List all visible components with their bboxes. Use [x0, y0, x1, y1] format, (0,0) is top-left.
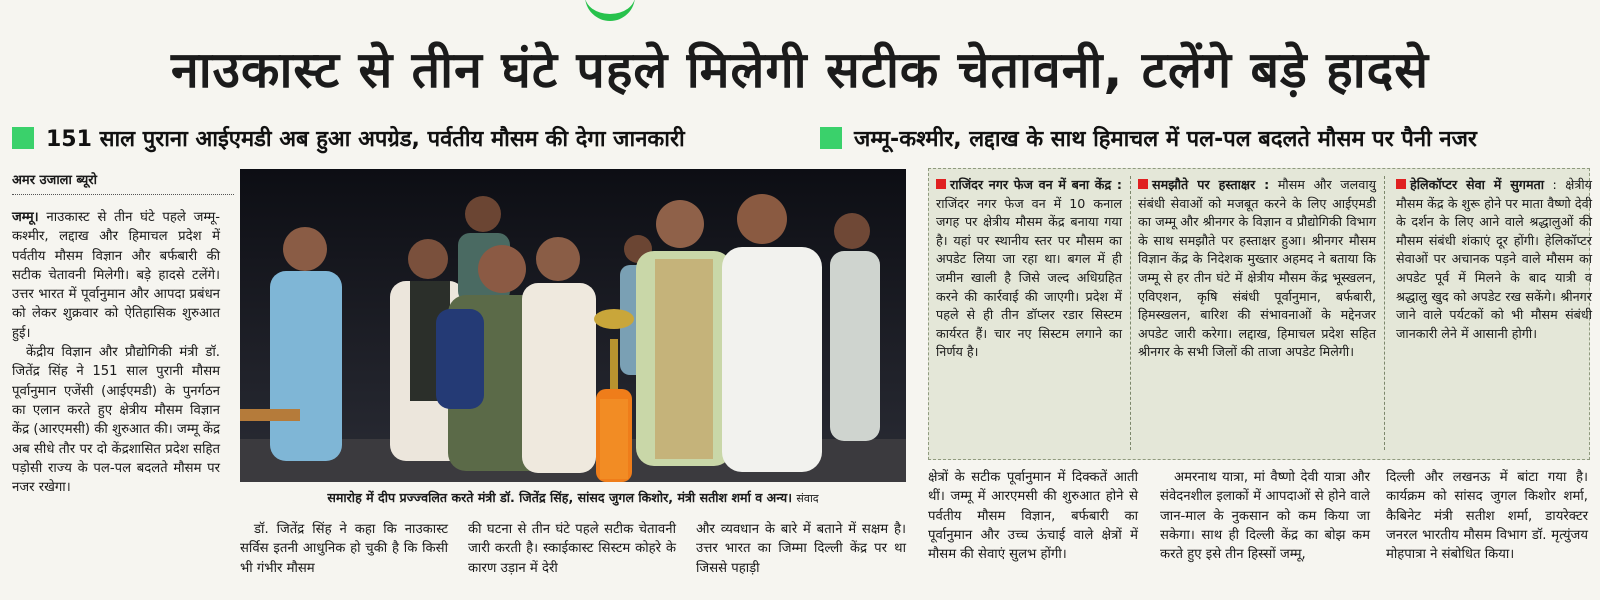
below-photo-column-1: [240, 520, 448, 578]
article-paragraph: की घटना से तीन घंटे पहले सटीक चेतावनी जारी करती है। स्काईकास्ट सिस्टम कोहरे के कारण उड़ान में देरी: [468, 522, 676, 576]
article-paragraph: दिल्ली और लखनऊ में बांटा गया है। कार्यक्रम को सांसद जुगल किशोर शर्मा, कैबिनेट मंत्री सतीश शर्मा, डायरेक्टर जनरल भारतीय मौसम विभाग डॉ. मृत्युंजय मोहपात्रा ने संबोधित किया।: [1386, 470, 1588, 563]
article-column-1: [12, 208, 220, 497]
article-paragraph: और व्यवधान के बारे में बताने में सक्षम है। उत्तर भारत का जिम्मा दिल्ली केंद्र पर था जिससे पहाड़ी: [696, 522, 906, 576]
article-paragraph: अमरनाथ यात्रा, मां वैष्णो देवी यात्रा और संवेदनशील इलाकों में आपदाओं से होने वाले जान-माल के नुकसान को कम किया जा सकेगा। साथ ही दिल्ली केंद्र का बोझ कम करते हुए इसे तीन हिस्सों जम्मू,: [1160, 470, 1370, 563]
box-divider: [1130, 176, 1131, 450]
red-bullet-icon: [1138, 179, 1148, 189]
box-body: : क्षेत्रीय मौसम केंद्र के शुरू होने पर माता वैष्णो देवी के दर्शन के लिए आने वाले श्रद्धालुओं की मौसम संबंधी शंकाएं दूर होंगी। हेलिकॉप्टर सेवाओं पर अचानक पड़ने वाले मौसम का अपडेट पूर्व में मिलने के बाद यात्री व श्रद्धालु खुद को अपडेट रख सकेंगे। श्रीनगर जाने वाले पर्यटकों को भी मौसम संबंधी जानकारी लेने में आसानी होगी।: [1396, 177, 1592, 341]
box-body: मौसम और जलवायु संबंधी सेवाओं को मजबूत करने के लिए आईएमडी का जम्मू और श्रीनगर के विज्ञान व प्रौद्योगिकी विभाग के साथ समझौते पर हस्ताक्षर हुआ। श्रीनगर मौसम विज्ञान केंद्र के निदेशक मुख्तार अहमद ने बताया कि जम्मू से हर तीन घंटे में क्षेत्रीय मौसम केंद्र भूस्खलन, एविएशन, कृषि संबंधी पूर्वानुमान, बर्फबारी, हिमस्खलन, बारिश की संभावनाओं के मद्देनजर अपडेट जारी करेगा। लद्दाख, हिमाचल प्रदेश सहित श्रीनगर के सभी जिलों की ताजा अपडेट मिलेगी।: [1138, 177, 1376, 360]
caption-text: समारोह में दीप प्रज्ज्वलित करते मंत्री डॉ. जितेंद्र सिंह, सांसद जुगल किशोर, मंत्री सतीश शर्मा व अन्य।: [327, 490, 793, 505]
green-square-icon: [820, 127, 842, 149]
lower-column-3: [1386, 468, 1588, 564]
green-square-icon: [12, 127, 34, 149]
photo-caption: [240, 489, 906, 506]
byline: अमर उजाला ब्यूरो: [12, 170, 234, 195]
box-heading: समझौते पर हस्ताक्षर :: [1152, 177, 1270, 192]
subhead-left-text: 151 साल पुराना आईएमडी अब हुआ अपग्रेड, पर्वतीय मौसम की देगा जानकारी: [46, 127, 685, 152]
red-bullet-icon: [1396, 179, 1406, 189]
box-body: राजिंदर नगर फेज वन में 10 कनाल जगह पर क्षेत्रीय मौसम केंद्र बनाया गया है। यहां पर स्थानीय स्तर पर मौसम का अपडेट लिया जा रहा था। बगल में ही जमीन खाली है जिसे जल्द अधिग्रहित करने की कार्रवाई की जाएगी। प्रदेश में पहले से ही तीन डॉप्लर रडार सिस्टम कार्यरत हैं। चार नए सिस्टम लगाने का निर्णय है।: [936, 195, 1122, 360]
box-heading: राजिंदर नगर फेज वन में बना केंद्र :: [950, 177, 1122, 192]
below-photo-column-3: [696, 520, 906, 578]
subhead-right: [820, 123, 1477, 153]
decorative-green-arc: [585, 0, 635, 21]
box-column-3: [1396, 176, 1592, 343]
below-photo-column-2: [468, 520, 676, 578]
headline: नाउकास्ट से तीन घंटे पहले मिलेगी सटीक चेतावनी, टलेंगे बड़े हादसे: [170, 41, 1430, 99]
lower-column-2: [1160, 468, 1370, 564]
subhead-right-text: जम्मू-कश्मीर, लद्दाख के साथ हिमाचल में पल-पल बदलते मौसम पर पैनी नजर: [854, 127, 1477, 152]
article-paragraph: क्षेत्रों के सटीक पूर्वानुमान में दिक्कतें आती थीं। जम्मू में आरएमसी की शुरुआत होने से पर्वतीय मौसम विज्ञान, बर्फबारी का पूर्वानुमान और उच्च ऊंचाई वाले क्षेत्रों में मौसम की सेवाएं सुलभ होंगी।: [928, 470, 1138, 563]
article-paragraph: डॉ. जितेंद्र सिंह ने कहा कि नाउकास्ट सर्विस इतनी आधुनिक हो चुकी है कि किसी भी गंभीर मौसम: [240, 522, 448, 576]
box-divider: [1384, 176, 1385, 450]
article-paragraph: केंद्रीय विज्ञान और प्रौद्योगिकी मंत्री डॉ. जितेंद्र सिंह ने 151 साल पुरानी मौसम पूर्वानुमान एजेंसी (आईएमडी) के पुनर्गठन का एलान करते हुए क्षेत्रीय मौसम विज्ञान केंद्र (आरएमसी) की शुरुआत की। जम्मू केंद्र अब सीधे तौर पर दो केंद्रशासित प्रदेश सहित पड़ोसी राज्य के पल-पल बदलते मौसम पर नजर रखेगा।: [12, 345, 220, 496]
lower-column-1: [928, 468, 1138, 564]
subhead-left: [12, 123, 685, 153]
event-photo: [240, 169, 906, 482]
article-paragraph: नाउकास्ट से तीन घंटे पहले जम्मू-कश्मीर, लद्दाख और हिमाचल प्रदेश में पर्वतीय मौसम विज्ञान और बर्फबारी की सटीक चेतावनी मिलेगी। बड़े हादसे टलेंगे। उत्तर भारत में पूर्वानुमान और आपदा प्रबंधन को लेकर शुक्रवार को ऐतिहासिक शुरुआत हुई।: [12, 210, 220, 341]
box-heading: हेलिकॉप्टर सेवा में सुगमता: [1410, 177, 1545, 192]
box-column-2: [1138, 176, 1376, 362]
box-column-1: [936, 176, 1122, 362]
red-bullet-icon: [936, 179, 946, 189]
photo-credit: संवाद: [796, 492, 819, 505]
dateline: जम्मू।: [12, 210, 39, 225]
